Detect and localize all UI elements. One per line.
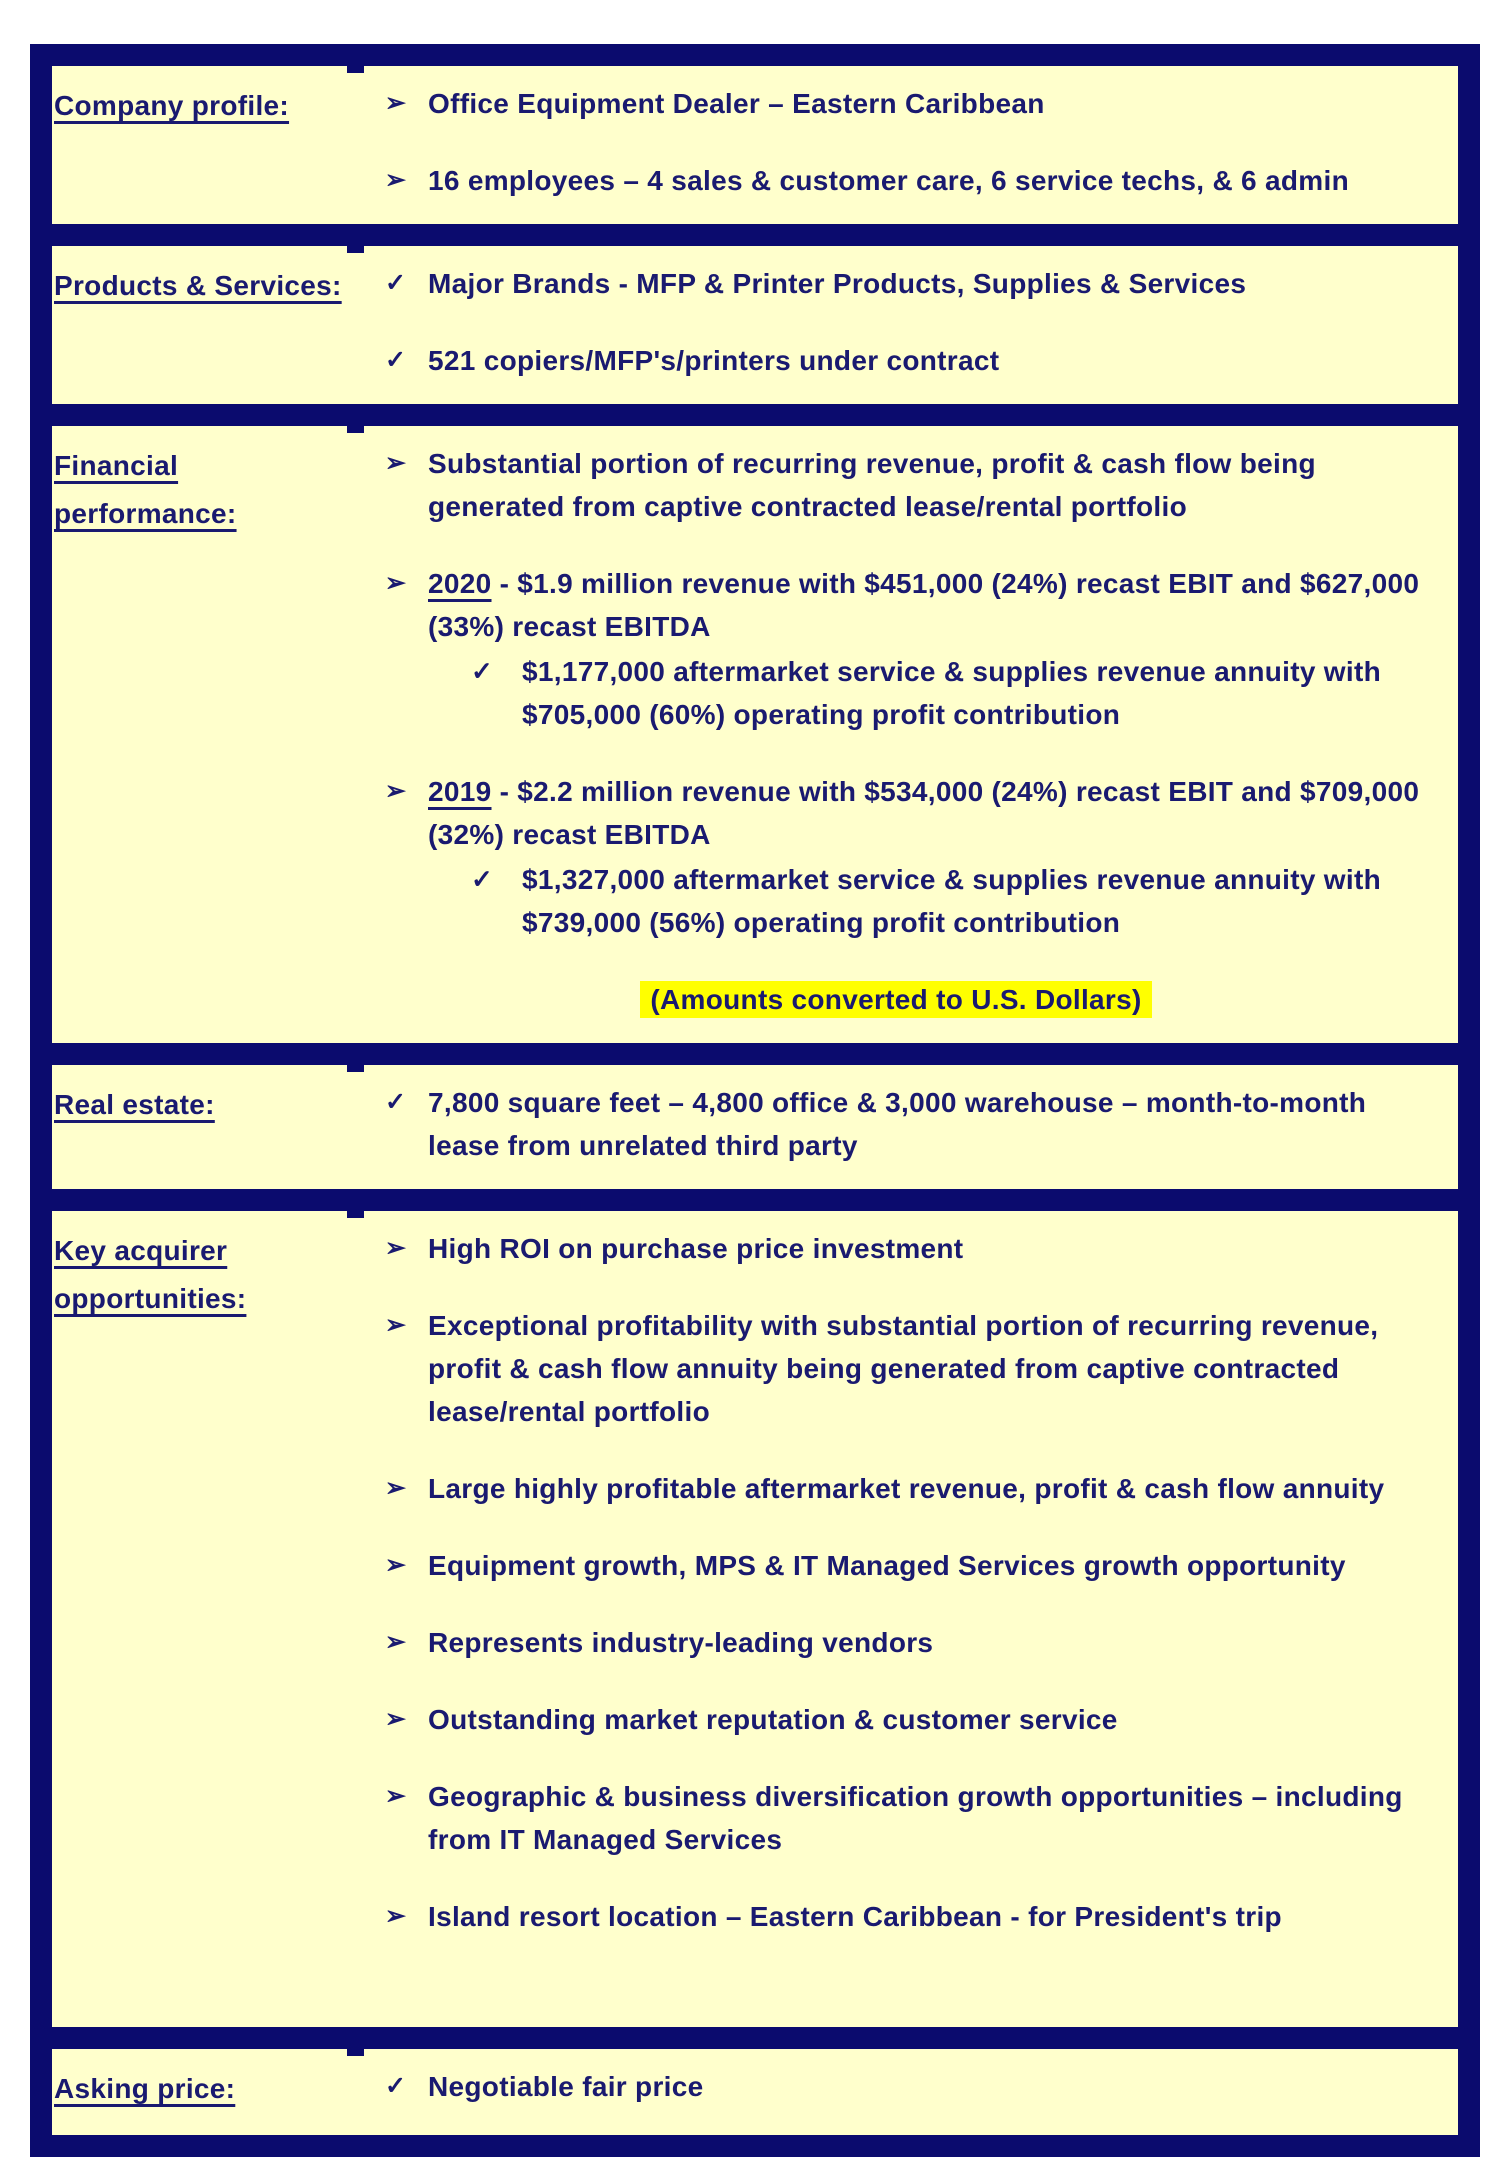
item-text: Exceptional profitability with substantial portion of recurring revenue, profit & cash flow annuity being generated from captive contracted lease/rental portfolio [428, 1310, 1379, 1427]
bullet-item [352, 1621, 1440, 1664]
item-text: $1,177,000 aftermarket service & supplies revenue annuity with $705,000 (60%) operating profit contribution [522, 656, 1381, 730]
check-bullet-icon: ✓ [471, 656, 494, 686]
section-items [352, 1079, 1440, 1167]
arrow-bullet-icon: ➢ [385, 1902, 407, 1930]
business-profile-table [30, 44, 1480, 2157]
bullet-item [352, 1227, 1440, 1270]
item-text: Major Brands - MFP & Printer Products, Supplies & Services [428, 268, 1247, 299]
check-bullet-icon: ✓ [385, 269, 407, 297]
section-label: Key acquirer opportunities: [54, 1235, 247, 1314]
section-items [352, 2063, 1440, 2113]
bullet-item [352, 1544, 1440, 1587]
section-row-company-profile [46, 60, 1464, 230]
item-text: 2020 - $1.9 million revenue with $451,000 (24%) recast EBIT and $627,000 (33%) recast EBITDA [428, 568, 1420, 642]
arrow-bullet-icon: ➢ [385, 569, 407, 597]
check-bullet-icon: ✓ [385, 346, 407, 374]
item-text: 16 employees – 4 sales & customer care, 6 service techs, & 6 admin [428, 165, 1349, 196]
bullet-item [352, 858, 1440, 944]
item-text: Island resort location – Eastern Caribbean - for President's trip [428, 1901, 1282, 1932]
item-text: Office Equipment Dealer – Eastern Caribbean [428, 88, 1045, 119]
bullet-item [352, 1895, 1440, 1938]
section-items [352, 440, 1440, 1021]
item-text: Large highly profitable aftermarket revenue, profit & cash flow annuity [428, 1473, 1385, 1504]
bullet-item [352, 82, 1440, 125]
item-text: 521 copiers/MFP's/printers under contract [428, 345, 1000, 376]
arrow-bullet-icon: ➢ [385, 1628, 407, 1656]
bullet-item [352, 1698, 1440, 1741]
bullet-item [352, 262, 1440, 305]
bullet-item [352, 339, 1440, 382]
section-label: Asking price: [54, 2073, 236, 2104]
bullet-item [352, 650, 1440, 736]
bullet-item [352, 1775, 1440, 1861]
arrow-bullet-icon: ➢ [385, 89, 407, 117]
section-items [352, 260, 1440, 382]
bullet-item [352, 1081, 1440, 1167]
arrow-bullet-icon: ➢ [385, 1705, 407, 1733]
bullet-item [352, 159, 1440, 202]
section-label: Products & Services: [54, 270, 342, 301]
section-items [352, 80, 1440, 202]
arrow-bullet-icon: ➢ [385, 1782, 407, 1810]
section-label: Real estate: [54, 1089, 215, 1120]
check-bullet-icon: ✓ [385, 1088, 407, 1116]
section-label: Financial performance: [54, 450, 237, 529]
check-bullet-icon: ✓ [471, 864, 494, 894]
arrow-bullet-icon: ➢ [385, 1551, 407, 1579]
section-row-products-services [46, 240, 1464, 410]
underlined-year: 2019 [428, 776, 492, 807]
section-row-key-acquirer-opportunities [46, 1205, 1464, 2033]
item-text: 2019 - $2.2 million revenue with $534,000 (24%) recast EBIT and $709,000 (32%) recast EBITDA [428, 776, 1420, 850]
item-text: Substantial portion of recurring revenue, profit & cash flow being generated from captive contracted lease/rental portfolio [428, 448, 1316, 522]
item-text: Represents industry-leading vendors [428, 1627, 934, 1658]
item-text: Negotiable fair price [428, 2071, 704, 2102]
highlighted-note: (Amounts converted to U.S. Dollars) [640, 981, 1151, 1018]
item-text: 7,800 square feet – 4,800 office & 3,000 warehouse – month-to-month lease from unrelated third party [428, 1087, 1367, 1161]
section-label: Company profile: [54, 90, 290, 121]
bullet-item [352, 1304, 1440, 1433]
item-text: Geographic & business diversification growth opportunities – including from IT Managed Services [428, 1781, 1403, 1855]
bullet-item [352, 770, 1440, 856]
section-row-financial-performance [46, 420, 1464, 1049]
underlined-year: 2020 [428, 568, 492, 599]
bullet-item [352, 1467, 1440, 1510]
item-text: Outstanding market reputation & customer service [428, 1704, 1118, 1735]
bullet-item [352, 978, 1440, 1021]
item-text: High ROI on purchase price investment [428, 1233, 964, 1264]
check-bullet-icon: ✓ [385, 2072, 407, 2100]
item-text: Equipment growth, MPS & IT Managed Services growth opportunity [428, 1550, 1346, 1581]
arrow-bullet-icon: ➢ [385, 449, 407, 477]
arrow-bullet-icon: ➢ [385, 777, 407, 805]
section-items [352, 1225, 1440, 2005]
arrow-bullet-icon: ➢ [385, 1311, 407, 1339]
arrow-bullet-icon: ➢ [385, 1474, 407, 1502]
section-row-real-estate [46, 1059, 1464, 1195]
bullet-item [352, 2065, 1440, 2108]
arrow-bullet-icon: ➢ [385, 166, 407, 194]
section-row-asking-price [46, 2043, 1464, 2141]
arrow-bullet-icon: ➢ [385, 1234, 407, 1262]
bullet-item [352, 442, 1440, 528]
bullet-item [352, 562, 1440, 648]
item-text: $1,327,000 aftermarket service & supplies revenue annuity with $739,000 (56%) operating profit contribution [522, 864, 1381, 938]
